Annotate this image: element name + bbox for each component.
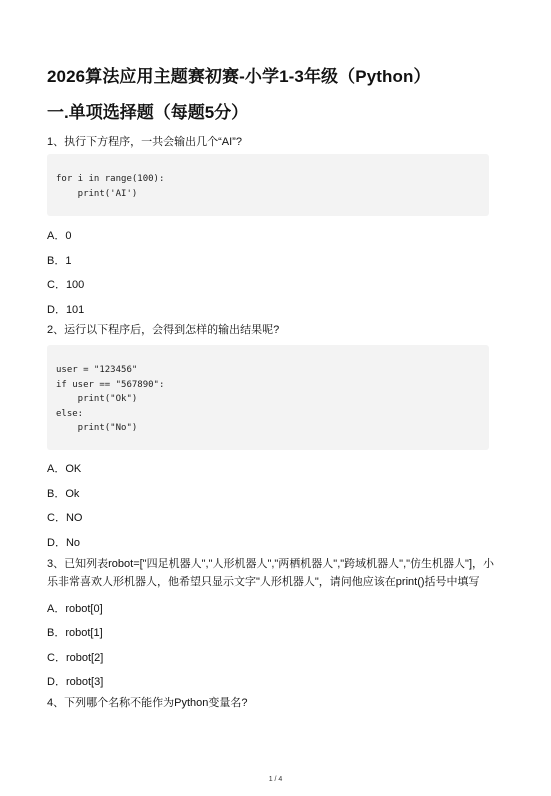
question-2-option-d: D．No (47, 537, 81, 549)
section-heading: 一.单项选择题（每题5分） (47, 103, 249, 122)
question-3-option-a: A．robot[0] (47, 603, 103, 615)
code-line: if user == "567890": (56, 379, 165, 390)
question-1-option-b: B．1 (47, 255, 72, 267)
question-1-option-a: A．0 (47, 230, 72, 242)
question-4-stem: 4、下列哪个名称不能作为Python变量名? (47, 697, 248, 709)
code-line: print('AI') (56, 188, 138, 199)
question-1-option-c: C．100 (47, 279, 85, 291)
code-line: user = "123456" (56, 365, 138, 375)
page-number: 1 / 4 (268, 776, 283, 783)
code-line: else: (56, 408, 84, 419)
question-3-option-c: C．robot[2] (47, 652, 104, 664)
question-2-option-a: A．OK (47, 463, 82, 475)
question-3-stem: 3、已知列表robot=["四足机器人","人形机器人","两栖机器人","跨域机器人","仿生机器人"]，小乐非常喜欢人形机器人，他希望只显示文字"人形机器人"，请问他应该在print()括号中填写 (47, 558, 494, 588)
code-line: print("Ok") (56, 394, 138, 404)
question-1-option-d: D．101 (47, 304, 85, 316)
question-2-code-block (47, 345, 489, 450)
question-3-option-d: D．robot[3] (47, 676, 104, 688)
question-2-option-b: B．Ok (47, 488, 80, 500)
question-3-option-b: B．robot[1] (47, 627, 103, 639)
document-title: 2026算法应用主题赛初赛-小学1-3年级（Python） (47, 67, 431, 86)
question-2-option-c: C．NO (47, 512, 83, 524)
question-1-code-block (47, 154, 489, 216)
question-2-stem: 2、运行以下程序后，会得到怎样的输出结果呢? (47, 324, 280, 336)
code-line: print("No") (56, 423, 138, 433)
code-line: for i in range(100): (56, 174, 165, 184)
question-1-stem: 1、执行下方程序，一共会输出几个“AI”? (47, 136, 242, 148)
